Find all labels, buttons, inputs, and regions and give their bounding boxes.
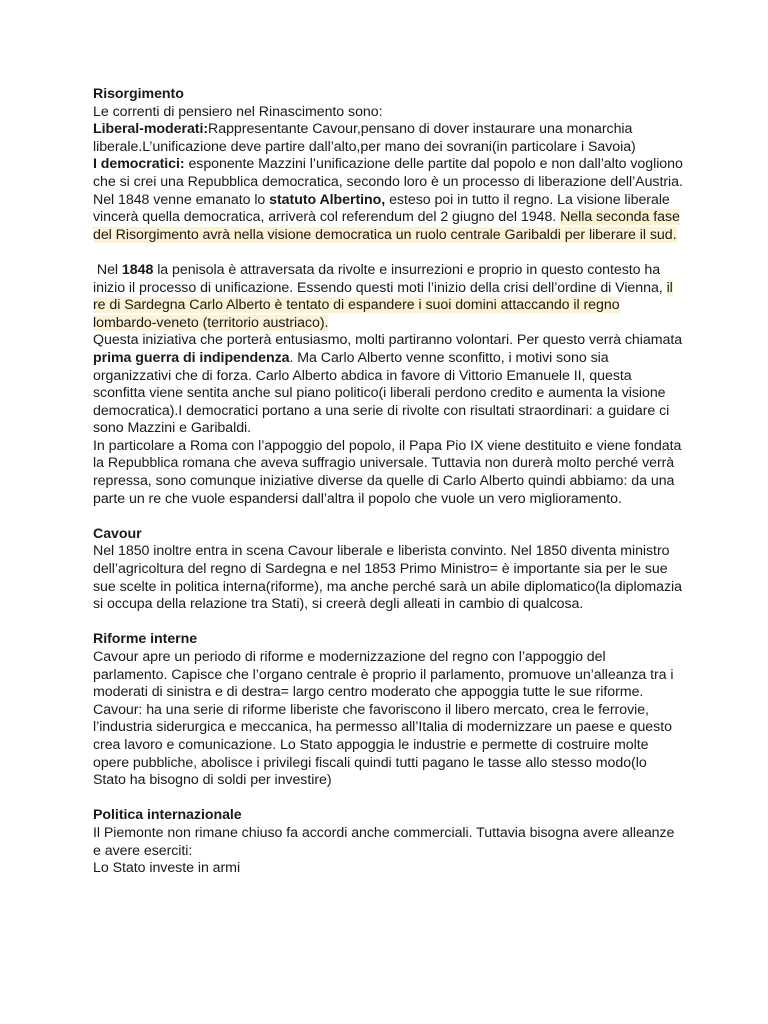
p1848-pre: Nel <box>93 261 122 278</box>
paragraph-politica: Il Piemonte non rimane chiuso fa accordi anche commerciali. Tuttavia bisogna avere alleanze e avere eserciti: <box>93 824 675 859</box>
blank-line <box>93 614 683 632</box>
paragraph-riforme: Cavour apre un periodo di riforme e modernizzazione del regno con l’appoggio del parlamento. Capisce che l’organo centrale è proprio il parlamento, promuove un’alleanza tra i moderati di sinistra e di destra= largo centro moderato che appoggia tutte le sue riforme. Cavour: ha una serie di riforme liberiste che favoriscono il libero mercato, crea le ferrovie, l’industria siderurgica e meccanica, ha permesso all’Italia di modernizzare un paese e questo crea lavoro e comunicazione. Lo Stato appoggia le industrie e permette di costruire molte opere pubbliche, abolisce i privilegi fiscali quindi tutti pagano le tasse allo stesso modo(lo Stato ha bisogno di soldi per investire) <box>93 649 674 789</box>
paragraph-1848 <box>93 262 683 332</box>
guerra-post: . Ma Carlo Alberto venne sconfitto, i motivi sono sia organizzativi che di forza. Carlo Alberto abdica in favore di Vittorio Emanuele II, questa sconfitta viene sentita anche sul piano politico(i liberali perdono credito e aumenta la visione democratica).I democratici portano a una serie di rivolte con risultati straordinari: a guidare ci sono Mazzini e Garibaldi. <box>93 349 670 437</box>
paragraph-roma: In particolare a Roma con l’appoggio del popolo, il Papa Pio IX viene destituito e viene fondata la Repubblica romana che aveva suffragio universale. Tuttavia non durerà molto perché verrà repressa, sono comunque iniziative diverse da quelle di Carlo Alberto quindi abbiamo: da una parte un re che vuole espandersi dall’altra il popolo che vuole un vero miglioramento. <box>93 437 682 507</box>
democratici-label: I democratici: <box>93 156 185 173</box>
statuto-pre: Nel 1848 venne emanato lo <box>93 191 270 208</box>
blank-line <box>93 244 683 262</box>
blank-line <box>93 790 683 808</box>
document-page <box>93 86 683 878</box>
paragraph-politica-last: Lo Stato investe in armi <box>93 860 241 877</box>
statuto-post: esteso poi in tutto il regno. La visione liberale vincerà quella democratica, arriverà col referendum del 2 giugno del 1948. <box>93 191 670 226</box>
guerra-pre: Questa iniziativa che porterà entusiasmo, molti partiranno volontari. Per questo verrà chiamata <box>93 332 683 349</box>
p1848-post: la penisola è attraversata da rivolte e insurrezioni e proprio in questo contesto ha inizio il processo di unificazione. Essendo questi moti l’inizio della crisi dell’ordine di Vienna, <box>93 261 667 296</box>
heading-riforme: Riforme interne <box>93 631 198 648</box>
heading-cavour: Cavour <box>93 525 142 542</box>
statuto-highlight: Nella seconda fase del Risorgimento avrà nella visione democratica un ruolo centrale Garibaldi per liberare il sud. <box>93 209 680 243</box>
paragraph-guerra <box>93 332 683 438</box>
guerra-bold: prima guerra di indipendenza <box>93 349 290 366</box>
document-title: Risorgimento <box>93 86 184 102</box>
intro-line: Le correnti di pensiero nel Rinascimento sono: <box>93 103 383 120</box>
blank-line <box>93 508 683 526</box>
liberal-text: Rappresentante Cavour,pensano di dover instaurare una monarchia liberale.L’unificazione deve partire dall’alto,per mano dei sovrani(in particolare i Savoia) <box>93 121 636 155</box>
paragraph-cavour: Nel 1850 inoltre entra in scena Cavour liberale e liberista convinto. Nel 1850 diventa ministro dell’agricoltura del regno di Sardegna e nel 1853 Primo Ministro= è importante sia per le sue sue scelte in politica interna(riforme), ma anche perché sarà un abile diplomatico(la diplomazia si occupa della relazione tra Stati), si creerà degli alleati in cambio di qualcosa. <box>93 543 683 613</box>
paragraph-liberal-moderati <box>93 121 683 156</box>
paragraph-democratici <box>93 156 683 191</box>
democratici-text: esponente Mazzini l’unificazione delle partite dal popolo e non dall’alto vogliono che si crei una Repubblica democratica, secondo loro è un processo di liberazione dell’Austria. <box>93 156 683 190</box>
paragraph-statuto <box>93 192 683 245</box>
statuto-bold: statuto Albertino, <box>269 191 386 208</box>
heading-politica: Politica internazionale <box>93 807 242 824</box>
p1848-bold: 1848 <box>121 261 154 278</box>
liberal-label: Liberal-moderati: <box>93 121 209 138</box>
p1848-highlight: il re di Sardegna Carlo Alberto è tentato di espandere i suoi domini attaccando il regno lombardo-veneto (territorio austriaco). <box>93 279 673 331</box>
